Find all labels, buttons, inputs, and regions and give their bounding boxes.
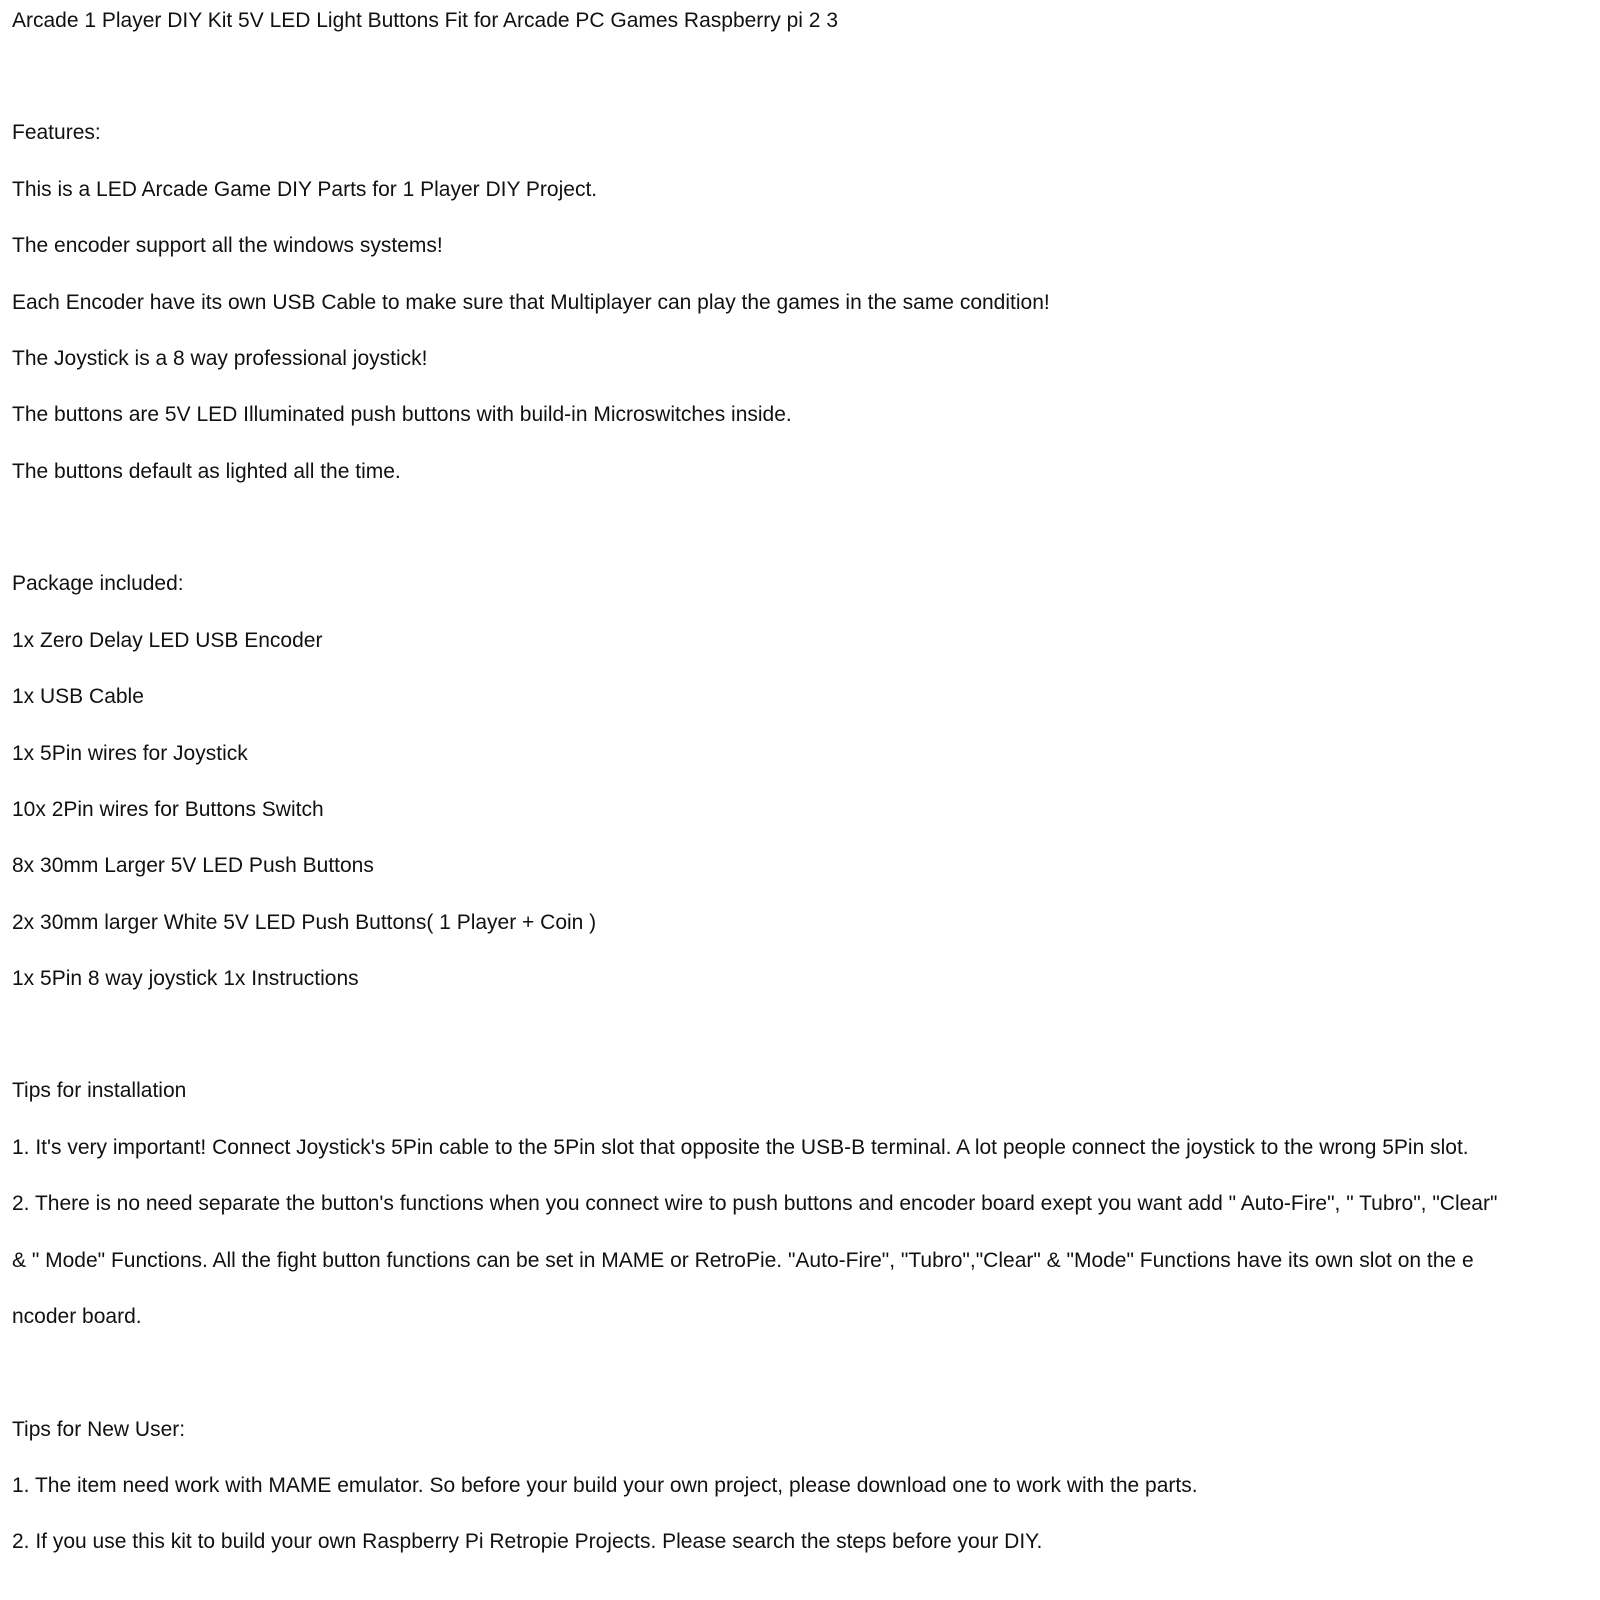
installation-heading: Tips for installation: [12, 1079, 187, 1102]
new-user-item: 2. If you use this kit to build your own Raspberry Pi Retropie Projects. Please search the steps before your DIY.: [12, 1530, 1043, 1553]
new-user-item: 1. The item need work with MAME emulator. So before your build your own project, please download one to work with the parts.: [12, 1474, 1198, 1497]
installation-line: 1. It's very important! Connect Joystick's 5Pin cable to the 5Pin slot that opposite the USB-B terminal. A lot people connect the joystick to the wrong 5Pin slot.: [12, 1136, 1469, 1159]
package-heading: Package included:: [12, 572, 184, 595]
package-item: 10x 2Pin wires for Buttons Switch: [12, 798, 324, 821]
package-item: 1x 5Pin 8 way joystick 1x Instructions: [12, 967, 359, 990]
feature-item: The encoder support all the windows systems!: [12, 234, 443, 257]
feature-item: This is a LED Arcade Game DIY Parts for 1 Player DIY Project.: [12, 178, 598, 201]
installation-line: ncoder board.: [12, 1305, 142, 1328]
feature-item: The buttons are 5V LED Illuminated push buttons with build-in Microswitches inside.: [12, 403, 792, 426]
package-item: 1x Zero Delay LED USB Encoder: [12, 629, 323, 652]
package-item: 2x 30mm larger White 5V LED Push Buttons( 1 Player + Coin ): [12, 911, 597, 934]
feature-item: Each Encoder have its own USB Cable to make sure that Multiplayer can play the games in the same condition!: [12, 291, 1050, 314]
package-item: 1x 5Pin wires for Joystick: [12, 742, 248, 765]
package-item: 1x USB Cable: [12, 685, 144, 708]
installation-line: & " Mode" Functions. All the fight button functions can be set in MAME or RetroPie. "Auto-Fire", "Tubro","Clear" & "Mode" Functions have its own slot on the e: [12, 1249, 1474, 1272]
installation-line: 2. There is no need separate the button's functions when you connect wire to push buttons and encoder board exept you want add " Auto-Fire", " Tubro", "Clear": [12, 1192, 1498, 1215]
features-heading: Features:: [12, 121, 101, 144]
feature-item: The buttons default as lighted all the time.: [12, 460, 401, 483]
feature-item: The Joystick is a 8 way professional joystick!: [12, 347, 428, 370]
new-user-heading: Tips for New User:: [12, 1418, 186, 1441]
product-title: Arcade 1 Player DIY Kit 5V LED Light Buttons Fit for Arcade PC Games Raspberry pi 2 3: [12, 9, 838, 32]
package-item: 8x 30mm Larger 5V LED Push Buttons: [12, 854, 374, 877]
